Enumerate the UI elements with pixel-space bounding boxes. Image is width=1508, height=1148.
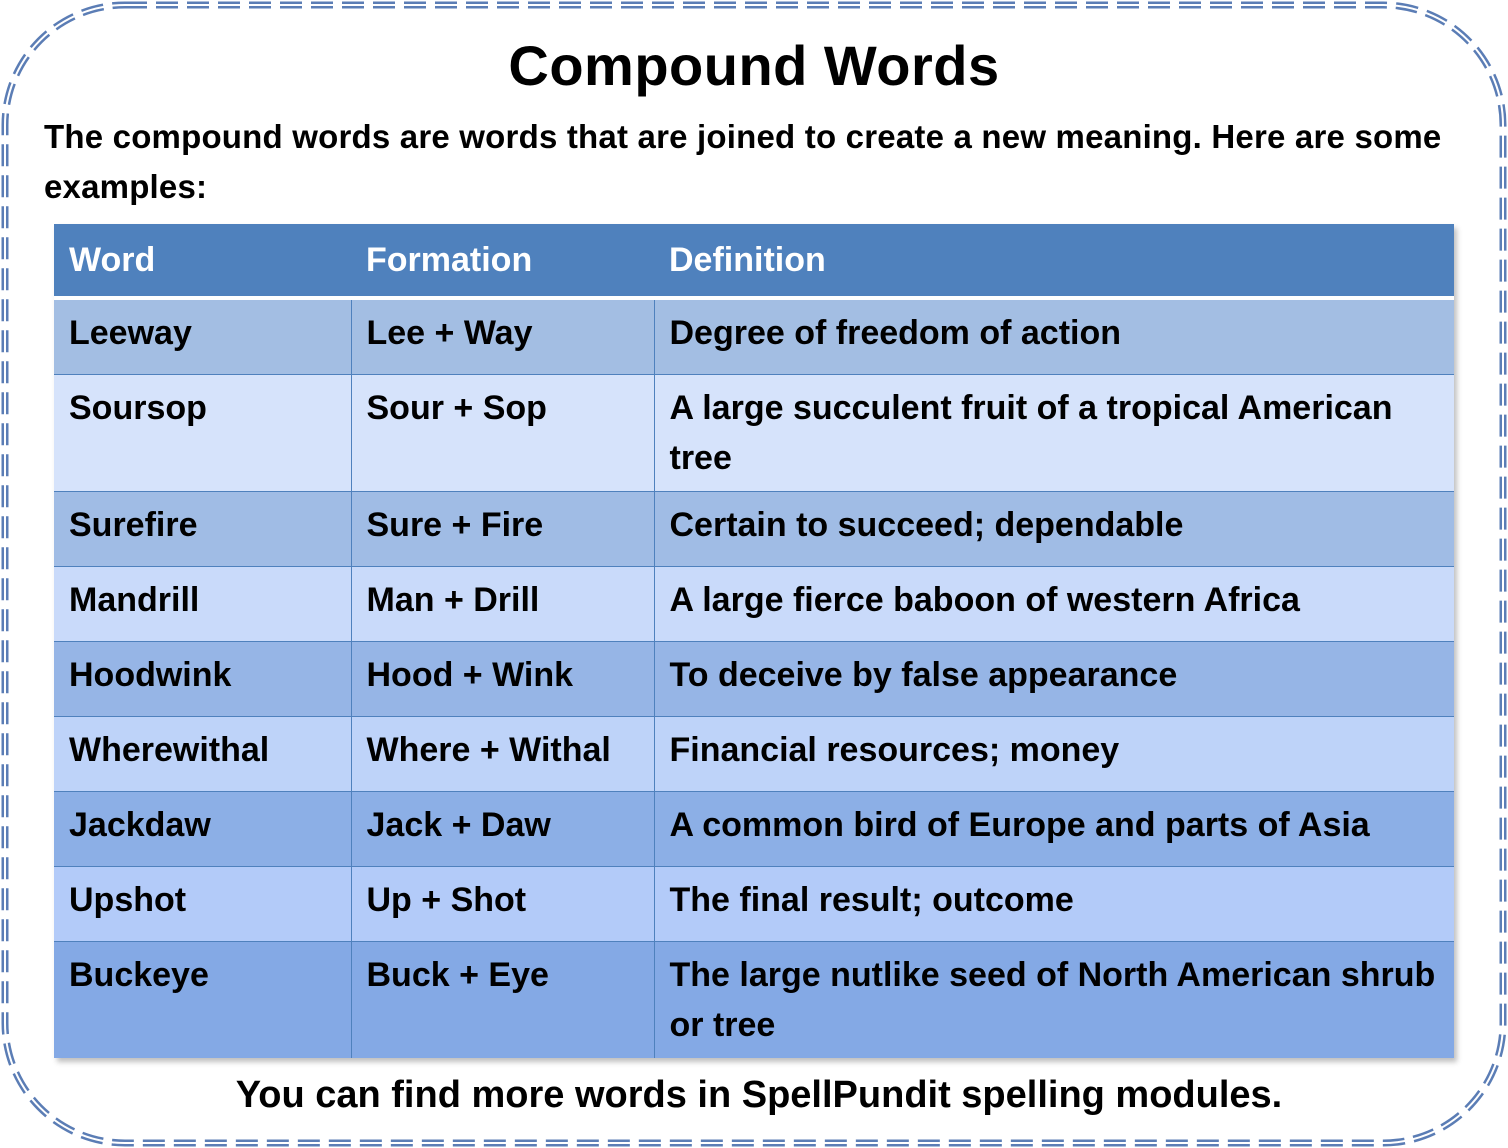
word-cell: Hoodwink — [54, 642, 351, 717]
word-cell: Leeway — [54, 298, 351, 375]
definition-cell: Certain to succeed; dependable — [654, 492, 1454, 567]
definition-cell: A common bird of Europe and parts of Asia — [654, 792, 1454, 867]
table-row — [54, 298, 1454, 375]
header-definition: Definition — [654, 224, 1454, 298]
formation-cell: Lee + Way — [351, 298, 654, 375]
word-cell: Mandrill — [54, 567, 351, 642]
word-cell: Upshot — [54, 867, 351, 942]
formation-cell: Buck + Eye — [351, 942, 654, 1059]
definition-cell: A large fierce baboon of western Africa — [654, 567, 1454, 642]
word-cell: Soursop — [54, 375, 351, 492]
table-row — [54, 492, 1454, 567]
formation-cell: Hood + Wink — [351, 642, 654, 717]
table-header-row — [54, 224, 1454, 298]
formation-cell: Man + Drill — [351, 567, 654, 642]
table-row — [54, 942, 1454, 1059]
word-cell: Wherewithal — [54, 717, 351, 792]
table-row — [54, 567, 1454, 642]
formation-cell: Up + Shot — [351, 867, 654, 942]
intro-text: The compound words are words that are joined to create a new meaning. Here are some examples: — [44, 118, 1442, 205]
page-title: Compound Words — [508, 34, 1000, 97]
footer-note: You can find more words in SpellPundit spelling modules. — [235, 1074, 1283, 1116]
word-cell: Jackdaw — [54, 792, 351, 867]
header-word: Word — [54, 224, 351, 298]
word-cell: Surefire — [54, 492, 351, 567]
table-row — [54, 375, 1454, 492]
definition-cell: To deceive by false appearance — [654, 642, 1454, 717]
definition-cell: Financial resources; money — [654, 717, 1454, 792]
table-row — [54, 642, 1454, 717]
table-row — [54, 792, 1454, 867]
definition-cell: The final result; outcome — [654, 867, 1454, 942]
formation-cell: Sour + Sop — [351, 375, 654, 492]
formation-cell: Jack + Daw — [351, 792, 654, 867]
table-row — [54, 717, 1454, 792]
definition-cell: The large nutlike seed of North American shrub or tree — [654, 942, 1454, 1059]
definition-cell: A large succulent fruit of a tropical American tree — [654, 375, 1454, 492]
header-formation: Formation — [351, 224, 654, 298]
formation-cell: Where + Withal — [351, 717, 654, 792]
word-cell: Buckeye — [54, 942, 351, 1059]
formation-cell: Sure + Fire — [351, 492, 654, 567]
definition-cell: Degree of freedom of action — [654, 298, 1454, 375]
table-row — [54, 867, 1454, 942]
compound-words-table — [54, 224, 1454, 1058]
